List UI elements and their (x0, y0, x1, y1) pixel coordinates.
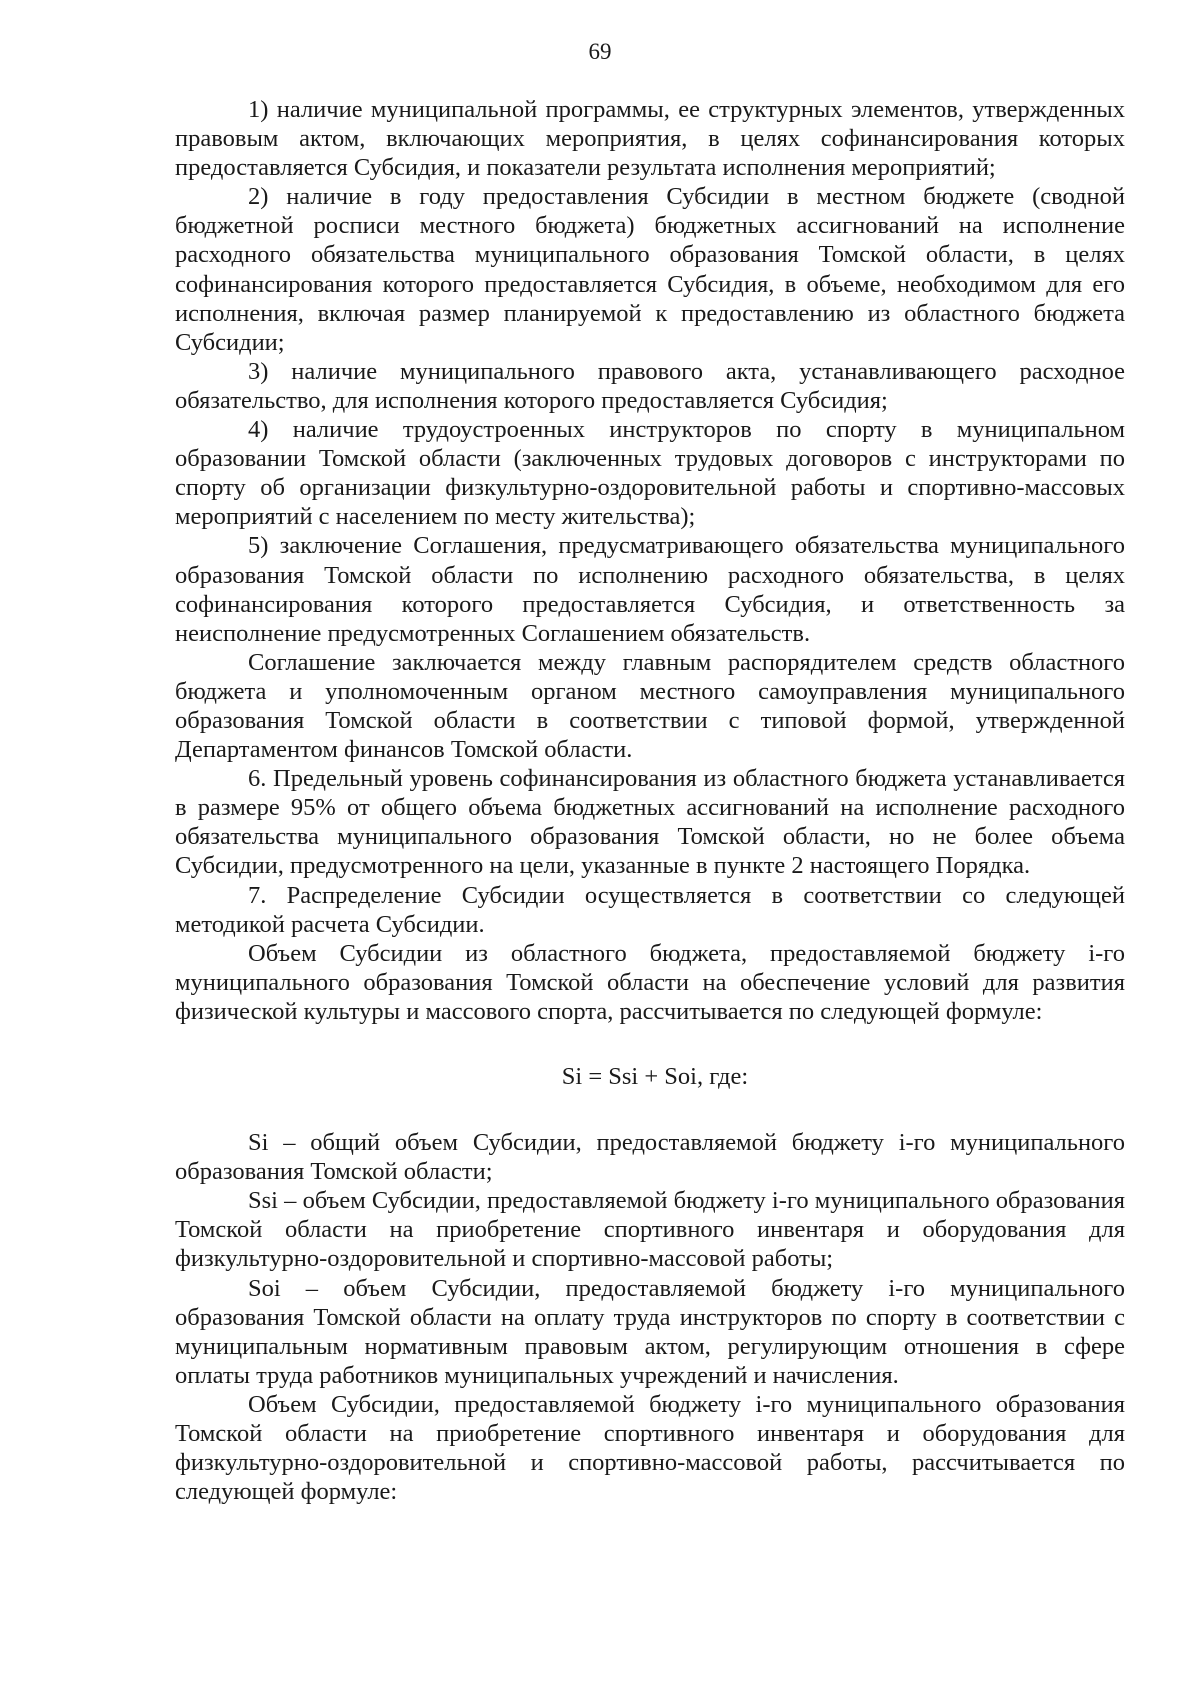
paragraph-condition-3: 3) наличие муниципального правового акта, устанавливающего расходное обязательство, для исполнения которого предоставляется Субсидия; (175, 357, 1125, 414)
definition-ssi: Ssi – объем Субсидии, предоставляемой бюджету i-го муниципального образования Томской области на приобретение спортивного инвентаря и оборудования для физкультурно-оздоровительной и спортивно-массовой работы; (175, 1187, 1125, 1273)
paragraph-item-6: 6. Предельный уровень софинансирования из областного бюджета устанавливается в размере 95% от общего объема бюджетных ассигнований на исполнение расходного обязательства муниципального образования Томской области, но не более объема Субсидии, предусмотренного на цели, указанные в пункте 2 настоящего Порядка. (175, 765, 1125, 880)
paragraph-condition-2: 2) наличие в году предоставления Субсидии в местном бюджете (сводной бюджетной росписи местного бюджета) бюджетных ассигнований на исполнение расходного обязательства муниципального образования Томской области, в целях софинансирования которого предоставляется Субсидия, в объеме, необходимом для его исполнения, включая размер планируемой к предоставлению из областного бюджета Субсидии; (175, 183, 1125, 356)
page-number: 69 (588, 39, 612, 64)
document-body (175, 95, 1125, 1506)
paragraph-item-7: 7. Распределение Субсидии осуществляется в соответствии со следующей методикой расчета Субсидии. (175, 881, 1125, 938)
paragraph-condition-5: 5) заключение Соглашения, предусматривающего обязательства муниципального образования Томской области по исполнению расходного обязательства, в целях софинансирования которого предоставляется Субсидия, и ответственность за неисполнение предусмотренных Соглашением обязательств. (175, 532, 1125, 647)
formula-si: Si = Ssi + Soi, где: (561, 1063, 749, 1090)
paragraph-ssi-formula-intro: Объем Субсидии, предоставляемой бюджету i-го муниципального образования Томской области на приобретение спортивного инвентаря и оборудования для физкультурно-оздоровительной и спортивно-массовой работы, рассчитывается по следующей формуле: (175, 1390, 1125, 1506)
definition-soi: Soi – объем Субсидии, предоставляемой бюджету i-го муниципального образования Томской области на оплату труда инструкторов по спорту в соответствии с муниципальным нормативным правовым актом, регулирующим отношения в сфере оплаты труда работников муниципальных учреждений и начисления. (175, 1274, 1125, 1389)
paragraph-agreement: Соглашение заключается между главным распорядителем средств областного бюджета и уполномоченным органом местного самоуправления муниципального образования Томской области в соответствии с типовой формой, утвержденной Департаментом финансов Томской области. (175, 648, 1125, 764)
paragraph-subsidy-volume: Объем Субсидии из областного бюджета, предоставляемой бюджету i-го муниципального образования Томской области на обеспечение условий для развития физической культуры и массового спорта, рассчитывается по следующей формуле: (175, 939, 1125, 1025)
paragraph-condition-1: 1) наличие муниципальной программы, ее структурных элементов, утвержденных правовым актом, включающих мероприятия, в целях софинансирования которых предоставляется Субсидия, и показатели результата исполнения мероприятий; (175, 96, 1125, 182)
paragraph-condition-4: 4) наличие трудоустроенных инструкторов по спорту в муниципальном образовании Томской области (заключенных трудовых договоров с инструкторами по спорту об организации физкультурно-оздоровительной работы и спортивно-массовых мероприятий с населением по месту жительства); (175, 416, 1125, 531)
definition-si: Si – общий объем Субсидии, предоставляемой бюджету i-го муниципального образования Томской области; (175, 1129, 1125, 1186)
